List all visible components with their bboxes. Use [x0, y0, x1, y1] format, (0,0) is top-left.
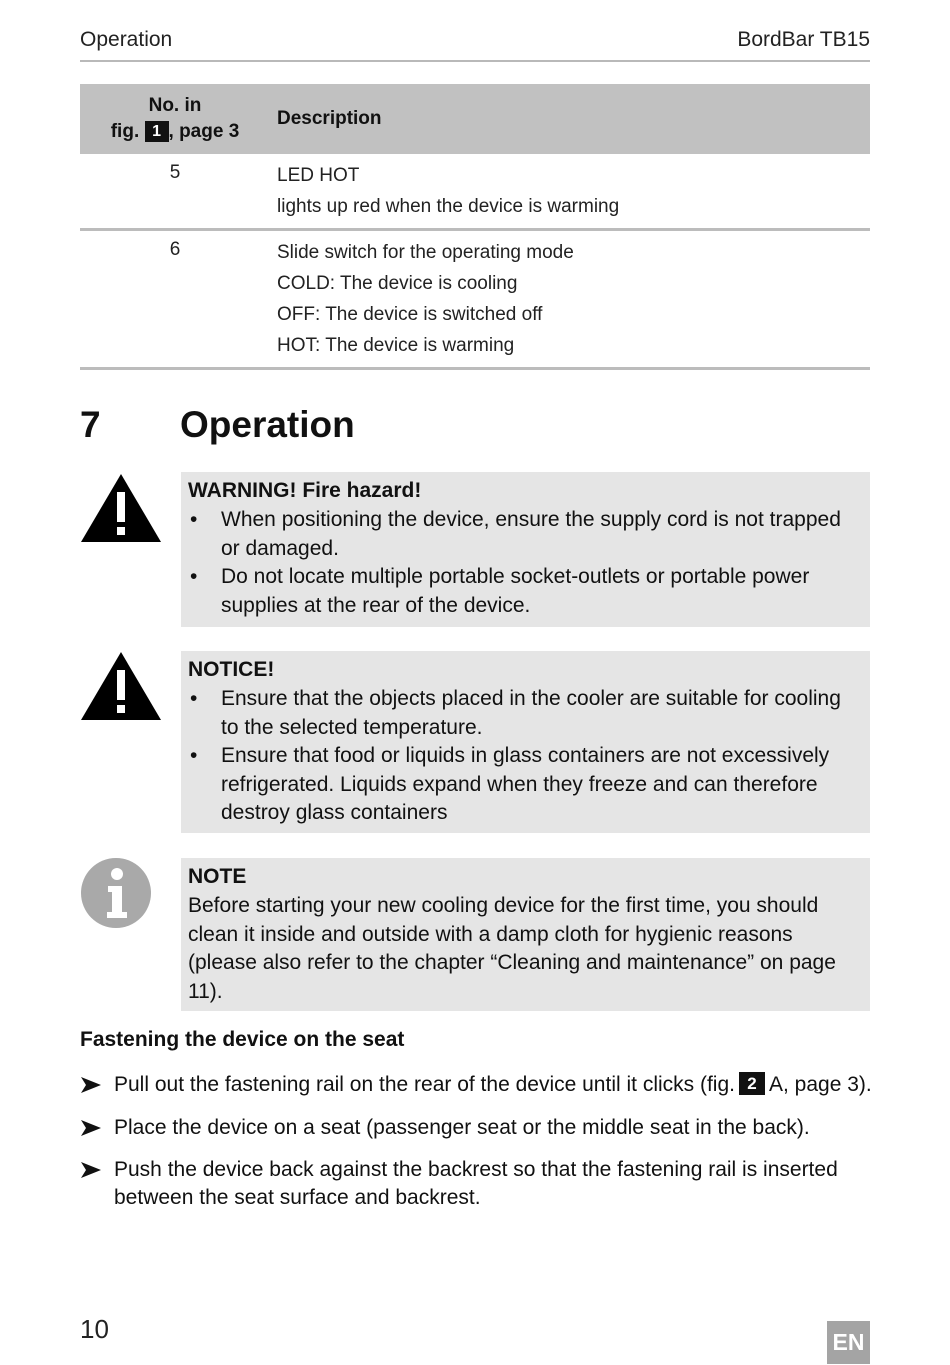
section-number: 7	[80, 404, 101, 445]
description-line: LED HOT	[277, 165, 360, 186]
bullet: •	[190, 744, 198, 767]
notice-list	[188, 685, 862, 828]
table-row	[80, 230, 870, 369]
table-cell-description	[270, 230, 870, 369]
list-item	[188, 563, 862, 620]
arrow-right-icon	[80, 1071, 102, 1099]
info-circle-icon	[80, 857, 152, 929]
bullet: •	[190, 687, 198, 710]
notice-triangle-icon	[80, 650, 162, 722]
description-line: OFF: The device is switched off	[277, 304, 543, 325]
header-product: BordBar TB15	[737, 28, 870, 51]
notice-title: NOTICE!	[188, 658, 275, 681]
page-number: 10	[80, 1314, 109, 1344]
step-1-text-after: A, page 3).	[769, 1073, 872, 1096]
header-section: Operation	[80, 28, 173, 51]
description-line: HOT: The device is warming	[277, 335, 515, 356]
figure-badge: 1	[145, 121, 169, 142]
column-header-number-line1: No. in	[148, 95, 202, 116]
note-callout	[181, 858, 870, 1011]
warning-list	[188, 506, 862, 620]
description-line: COLD: The device is cooling	[277, 273, 518, 294]
step-text: Place the device on a seat (passenger seat or the middle seat in the back).	[114, 1116, 810, 1139]
warning-item-text: Do not locate multiple portable socket-outlets or portable power supplies at the rear of the device.	[221, 565, 810, 617]
section-title: Operation	[180, 404, 355, 445]
column-header-number	[80, 84, 270, 154]
notice-item-text: Ensure that food or liquids in glass containers are not excessively refrigerated. Liquids expand when they freeze and can therefore destroy glass containers	[221, 744, 830, 824]
step-text: Push the device back against the backrest so that the fastening rail is inserted between the seat surface and backrest.	[114, 1158, 838, 1209]
notice-callout	[181, 651, 870, 833]
fig-suffix: , page 3	[168, 121, 240, 142]
fastening-heading: Fastening the device on the seat	[80, 1028, 405, 1051]
warning-callout	[181, 472, 870, 627]
table-row	[80, 154, 870, 230]
step-2	[80, 1114, 880, 1142]
list-item	[188, 685, 862, 742]
step-1-text-before: Pull out the fastening rail on the rear of the device until it clicks (fig.	[114, 1073, 735, 1096]
step-text	[114, 1071, 880, 1099]
component-table	[80, 84, 870, 370]
table-header-row	[80, 84, 870, 154]
table-cell-description	[270, 154, 870, 230]
table-cell-number: 5	[80, 154, 270, 230]
list-item	[188, 506, 862, 563]
note-text: Before starting your new cooling device for the first time, you should clean it inside and outside with a damp cloth for hygienic reasons (please also refer to the chapter “Cleaning and maintenance” on page 11).	[188, 894, 836, 1003]
column-header-description: Description	[270, 84, 870, 154]
arrow-right-icon	[80, 1156, 102, 1184]
table-cell-number: 6	[80, 230, 270, 369]
column-header-number-line2	[80, 119, 270, 145]
warning-triangle-icon	[80, 472, 162, 544]
list-item	[188, 742, 862, 828]
note-title: NOTE	[188, 865, 247, 888]
description-line: lights up red when the device is warming	[277, 196, 620, 217]
warning-item-text: When positioning the device, ensure the supply cord is not trapped or damaged.	[221, 508, 841, 560]
arrow-right-icon	[80, 1114, 102, 1142]
fig-prefix: fig.	[110, 121, 140, 142]
warning-title: WARNING! Fire hazard!	[188, 479, 422, 502]
bullet: •	[190, 565, 198, 588]
page-header	[80, 28, 870, 62]
step-3	[80, 1156, 880, 1212]
figure-badge: 2	[739, 1072, 765, 1095]
description-line: Slide switch for the operating mode	[277, 242, 574, 263]
notice-item-text: Ensure that the objects placed in the cooler are suitable for cooling to the selected temperature.	[221, 687, 841, 739]
bullet: •	[190, 508, 198, 531]
step-1	[80, 1071, 880, 1099]
language-tab: EN	[827, 1321, 870, 1364]
